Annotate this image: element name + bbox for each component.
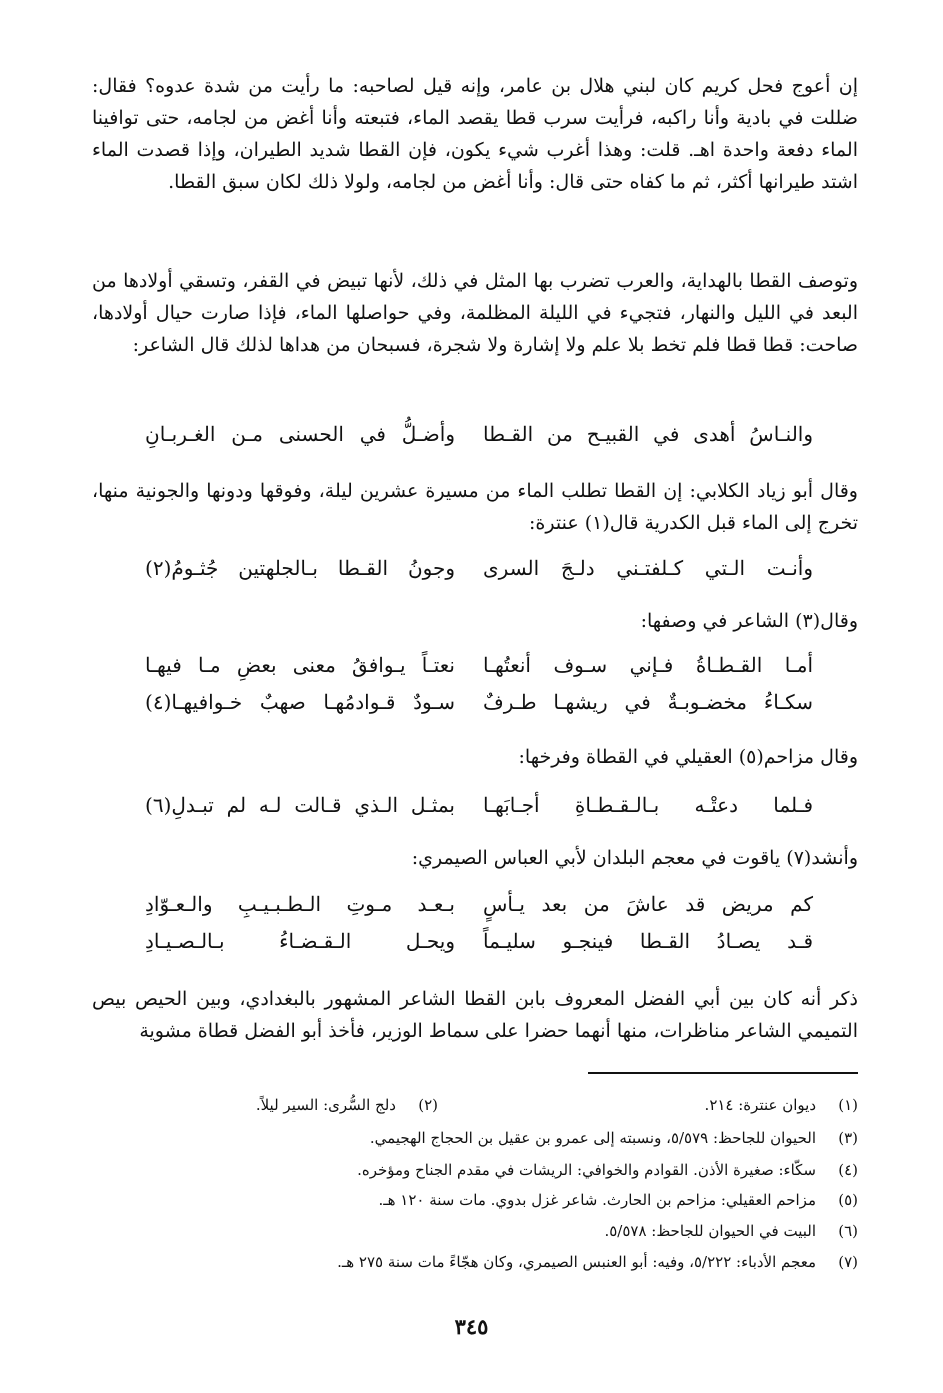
paragraph-text: وقال(٣) الشاعر في وصفها:: [640, 610, 858, 632]
verse-hemistich-first: قـد يصـادُ القـطا فينجـو سليـماً: [483, 929, 813, 953]
footnote-text: معجم الأدباء: ٥/٢٢٢، وفيه: أبو العنبس الصيمري، وكان هجّاءً مات سنة ٢٧٥ هـ.: [337, 1253, 816, 1271]
paragraph-text: وقال مزاحم(٥) العقيلي في القطاة وفرخها:: [518, 746, 858, 768]
paragraph-text: وأنشد(٧) ياقوت في معجم البلدان لأبي العباس الصيمري:: [411, 847, 858, 869]
footnote-2: [256, 1092, 438, 1118]
footnote-number: (٦): [838, 1222, 858, 1240]
footnote-3: [92, 1125, 858, 1151]
verse-line-4: [100, 793, 843, 827]
footnote-6: [92, 1218, 858, 1244]
verse-hemistich-first: كم مريض قد عاشَ من بعد يـأسٍ: [483, 892, 813, 916]
verse-hemistich-second: بمثـل الـذي قـالت لـه لم تبـدلِ(٦): [145, 793, 455, 817]
footnote-4: [92, 1157, 858, 1183]
footnote-number: (٤): [838, 1161, 858, 1179]
intro-paragraph-5: [92, 842, 858, 874]
footnote-text: ديوان عنترة: ٢١٤.: [704, 1096, 816, 1114]
footnote-text: دلج السُّرى: السير ليلاً.: [255, 1096, 396, 1114]
verse-line-1: [100, 422, 843, 456]
body-paragraph-2: [92, 265, 858, 361]
footnote-number: (٢): [418, 1096, 438, 1114]
footnote-1: [92, 1092, 858, 1118]
verse-hemistich-second: ويحـل الـقـضـاءُ بـالـصـيـادِ: [145, 929, 455, 953]
footnote-number: (١): [838, 1096, 858, 1114]
footnote-number: (٥): [838, 1191, 858, 1209]
footnote-5: [92, 1187, 858, 1213]
paragraph-text: وقال أبو زياد الكلابي: إن القطا تطلب الماء من مسيرة عشرين ليلة، وفوقها ودونها والجونية منها، تخرج إلى الماء قبل الكدرية قال(١) عنترة:: [92, 480, 858, 534]
verse-line-3a: [100, 653, 843, 687]
verse-hemistich-first: سكـاءُ مخضـوبـةٌ في ريشهـا طـرفٌ: [483, 690, 813, 714]
footnote-text: البيت في الحيوان للجاحظ: ٥/٥٧٨.: [604, 1222, 816, 1240]
footnote-7: [92, 1249, 858, 1275]
page-number: ٣٤٥: [454, 1314, 489, 1339]
footnote-divider: [588, 1072, 858, 1074]
verse-hemistich-first: فـلما دعتْـه بـالـقـطـاةِ أجـابَهـا: [483, 793, 813, 817]
body-paragraph-last: [92, 983, 858, 1047]
verse-hemistich-first: والنـاسُ أهدى في القبيـح من القـطا: [483, 422, 813, 446]
verse-hemistich-second: نعتـاً يـوافقُ معنى بعضِ مـا فيهـا: [145, 653, 455, 677]
verse-hemistich-second: وجونُ القـطا بـالجلهتين جُثـومُ(٢): [145, 556, 455, 580]
footnote-number: (٧): [838, 1253, 858, 1271]
paragraph-text: إن أعوج فحل كريم كان لبني هلال بن عامر، وإنه قيل لصاحبه: ما رأيت من شدة عدوه؟ فقال: ضللت في بادية وأنا راكبه، فرأيت سرب قطا يقصد الماء، فتبعته وأنا أغض من لجامه، حتى توافينا الماء دفعة واحدة اهـ. قلت: وهذا أغرب شيء يكون، فإن القطا شديد الطيران، وإذا قصدت الماء اشتد طيرانها أكثر، ثم ما كفاه حتى قال: وأنا أغض من لجامه، ولولا ذلك لكان سبق القطا.: [92, 75, 858, 193]
verse-line-5b: [100, 929, 843, 963]
verse-line-2: [100, 556, 843, 590]
intro-paragraph-3: [92, 605, 858, 637]
paragraph-text: ذكر أنه كان بين أبي الفضل المعروف بابن القطا الشاعر المشهور بالبغدادي، وبين الحيص بيص التميمي الشاعر مناظرات، منها أنهما حضرا على سماط الوزير، فأخذ أبو الفضل قطاة مشوية: [92, 988, 858, 1042]
intro-paragraph-4: [92, 741, 858, 773]
footnote-number: (٣): [838, 1129, 858, 1147]
footnote-text: سكّاء: صغيرة الأذن. القوادم والخوافي: الريشات في مقدم الجناح ومؤخره.: [357, 1161, 816, 1179]
verse-hemistich-second: سـودٌ قـوادمُهـا صهبٌ خـوافيهـا(٤): [145, 690, 455, 714]
verse-hemistich-second: بـعـد مـوتِ الـطـبـيـبِ والـعـوّادِ: [145, 892, 455, 916]
verse-line-5a: [100, 892, 843, 926]
body-paragraph-1: [92, 70, 858, 198]
verse-hemistich-second: وأضـلُّ في الحسنى مـن الغـربـانِ: [145, 422, 455, 446]
footnote-text: الحيوان للجاحظ: ٥/٥٧٩، ونسبته إلى عمرو بن عقيل بن الحجاج الهجيمي.: [369, 1129, 816, 1147]
footnote-text: مزاحم العقيلي: مزاحم بن الحارث. شاعر غزل بدوي. مات سنة ١٢٠ هـ.: [378, 1191, 816, 1209]
intro-paragraph-2: [92, 475, 858, 539]
paragraph-text: وتوصف القطا بالهداية، والعرب تضرب بها المثل في ذلك، لأنها تبيض في القفر، وتسقي أولادها من البعد في الليل والنهار، فتجيء في الليلة المظلمة، وفي حواصلها الماء، فإذا صارت حيال أولادها، صاحت: قطا قطا فلم تخط بلا علم ولا إشارة ولا شجرة، فسبحان من هداها لذلك قال الشاعر:: [92, 270, 858, 356]
verse-hemistich-first: أمـا القـطـاةُ فـإني سـوف أنعتُهـا: [483, 653, 813, 677]
verse-line-3b: [100, 690, 843, 724]
verse-hemistich-first: وأنـت الـتي كـلفتـني دلـجَ السرى: [483, 556, 813, 580]
